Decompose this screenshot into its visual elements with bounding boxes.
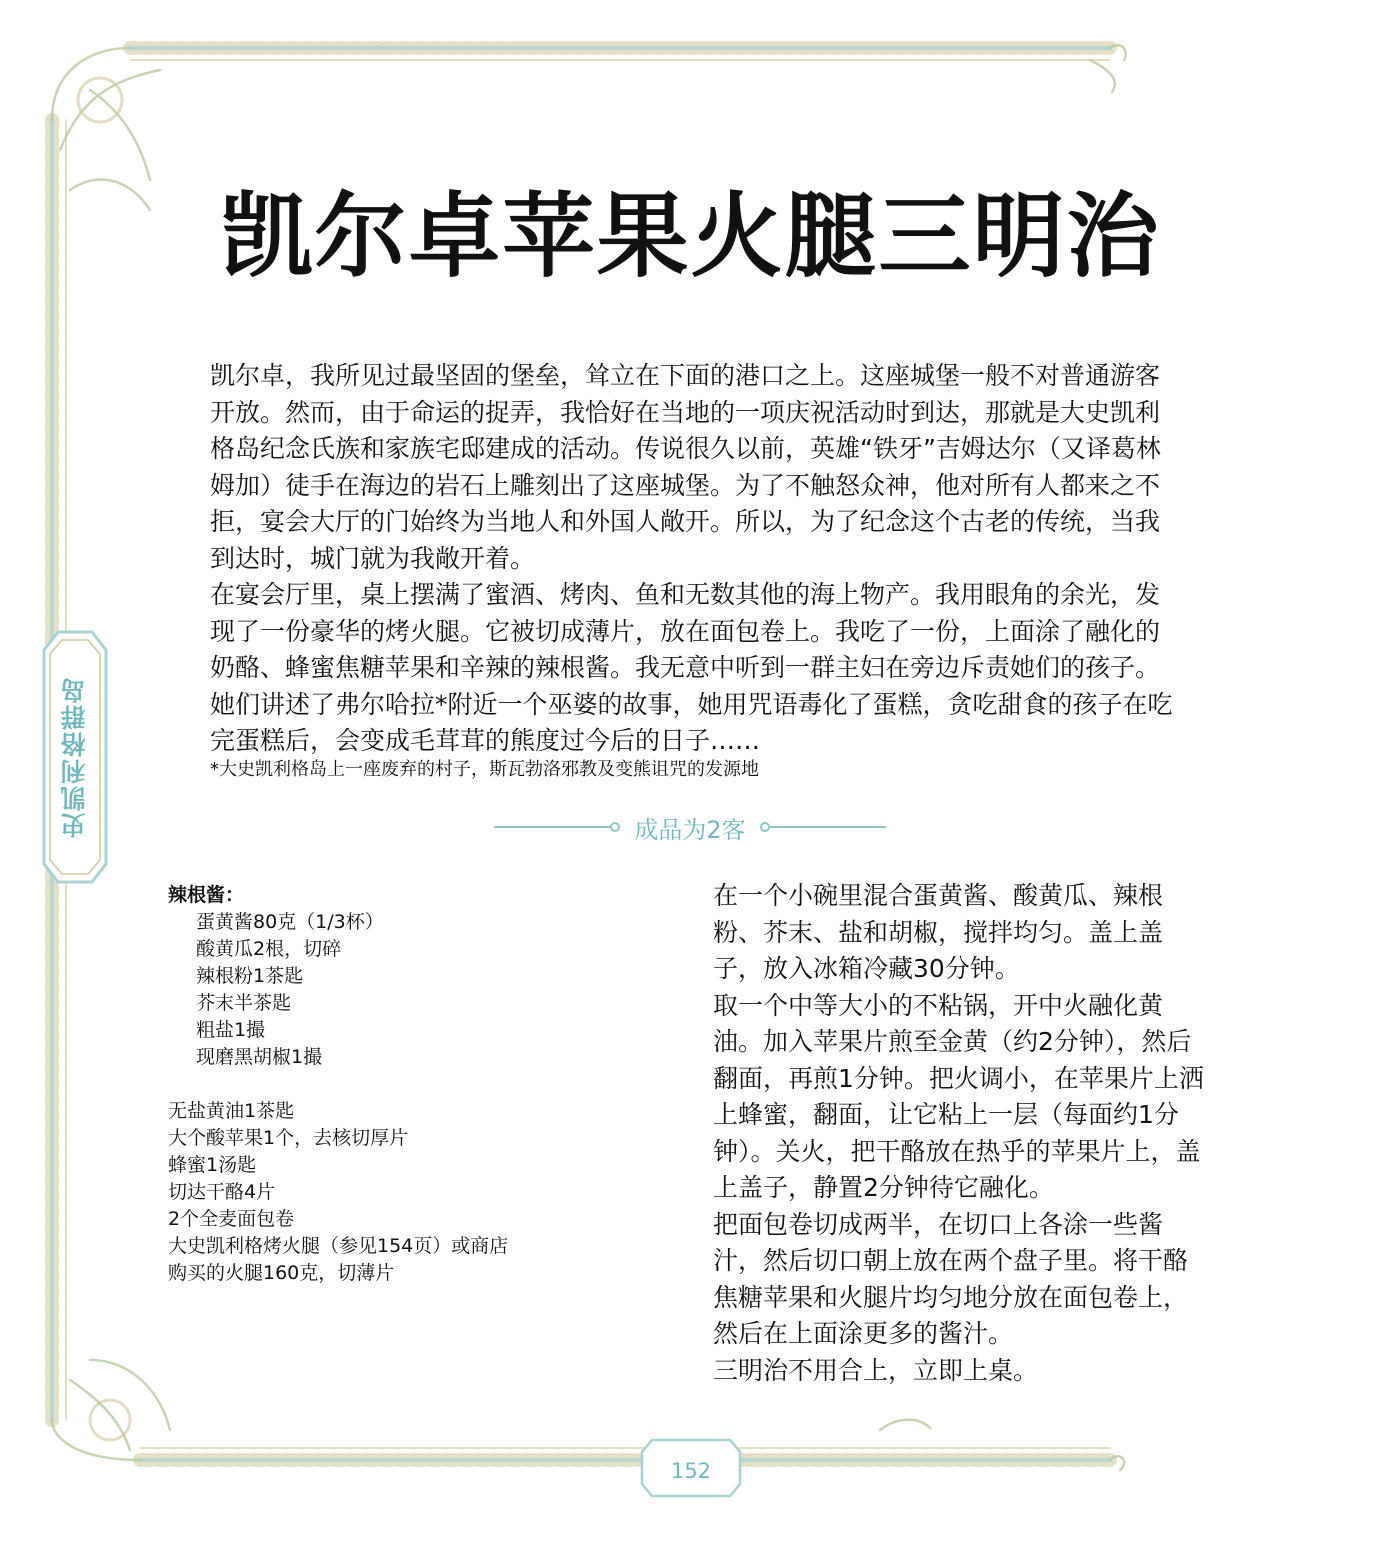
chapter-side-tab [44,632,106,882]
yield-banner [440,808,940,846]
main-ingredient: 2个全麦面包卷 [168,1208,295,1230]
page-number: 152 [670,1459,712,1483]
intro-text [210,358,1180,760]
sauce-heading: 辣根酱： [168,884,245,906]
instructions [713,878,1208,1389]
sauce-ingredient: 酸黄瓜2根，切碎 [196,938,342,960]
yield-text: 成品为2客 [634,815,746,844]
yield-divider-right [768,826,886,828]
instruction-step: 三明治不用合上，立即上桌。 [713,1355,1039,1385]
ingredient-spacer [168,1071,628,1098]
sauce-ingredient: 蛋黄酱80克（1/3杯） [196,911,384,933]
intro-paragraph: 凯尔卓，我所见过最坚固的堡垒，耸立在下面的港口之上。这座城堡一般不对普通游客开放。然而，由于命运的捉弄，我恰好在当地的一项庆祝活动时到达，那就是大史凯利格岛纪念氏族和家族宅邸建成的活动。传说很久以前，英雄“铁牙”吉姆达尔（又译葛林姆加）徒手在海边的岩石上雕刻出了这座城堡。为了不触怒众神，他对所有人都来之不拒，宴会大厅的门始终为当地人和外国人敞开。所以，为了纪念这个古老的传统，当我到达时，城门就为我敞开着。 [210,361,1161,573]
corner-flourish-bottom-left [52,1360,170,1460]
chapter-label: 史凯利格群岛 [60,676,89,838]
main-ingredient: 大史凯利格烤火腿（参见154页）或商店 [168,1235,509,1257]
main-ingredient: 切达干酪4片 [168,1181,276,1203]
ingredients-list [168,882,628,1287]
main-ingredient: 大个酸苹果1个，去核切厚片 [168,1127,409,1149]
sauce-ingredient: 辣根粉1茶匙 [196,965,304,987]
main-ingredient: 无盐黄油1茶匙 [168,1100,295,1122]
footnote: *大史凯利格岛上一座废弃的村子，斯瓦勃洛邪教及变熊诅咒的发源地 [210,759,759,780]
instruction-step: 把面包卷切成两半，在切口上各涂一些酱汁，然后切口朝上放在两个盘子里。将干酪焦糖苹果和火腿片均匀地分放在面包卷上，然后在上面涂更多的酱汁。 [713,1209,1189,1348]
main-ingredient: 蜂蜜1汤匙 [168,1154,257,1176]
intro-paragraph: 在宴会厅里，桌上摆满了蜜酒、烤肉、鱼和无数其他的海上物产。我用眼角的余光，发现了一份豪华的烤火腿。它被切成薄片，放在面包卷上。我吃了一份，上面涂了融化的奶酪、蜂蜜焦糖苹果和辛辣的辣根酱。我无意中听到一群主妇在旁边斥责她们的孩子。她们讲述了弗尔哈拉*附近一个巫婆的故事，她用咒语毒化了蛋糕，贪吃甜食的孩子在吃完蛋糕后，会变成毛茸茸的熊度过今后的日子…… [210,580,1173,755]
main-ingredient: 购买的火腿160克，切薄片 [168,1262,395,1284]
sauce-ingredient: 芥末半茶匙 [196,992,292,1014]
yield-divider-left [494,826,612,828]
instruction-step: 取一个中等大小的不粘锅，开中火融化黄油。加入苹果片煎至金黄（约2分钟），然后翻面，再煎1分钟。把火调小，在苹果片上洒上蜂蜜，翻面，让它粘上一层（每面约1分钟）。关火，把干酪放在热乎的苹果片上，盖上盖子，静置2分钟待它融化。 [713,990,1204,1202]
instruction-step: 在一个小碗里混合蛋黄酱、酸黄瓜、辣根粉、芥末、盐和胡椒，搅拌均匀。盖上盖子，放入冰箱冷藏30分钟。 [713,881,1164,983]
sauce-ingredient: 粗盐1撮 [196,1019,266,1041]
recipe-title: 凯尔卓苹果火腿三明治 [220,183,1161,290]
sauce-ingredient: 现磨黑胡椒1撮 [196,1046,323,1068]
